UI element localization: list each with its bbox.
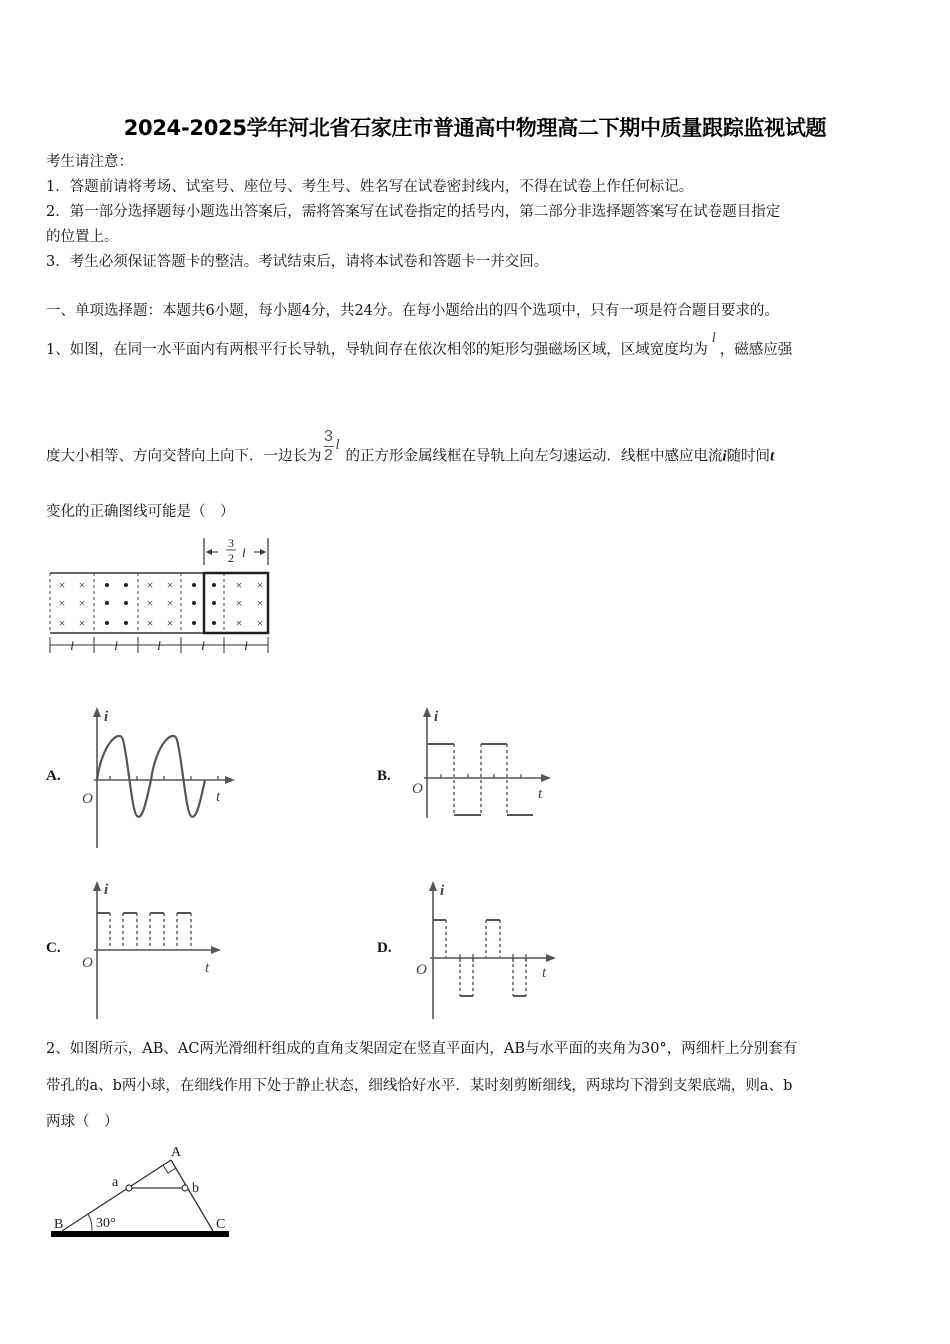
- label-B: B: [54, 1217, 64, 1232]
- origin-label: O: [82, 791, 93, 807]
- svg-text:×: ×: [58, 578, 66, 592]
- svg-text:×: ×: [78, 596, 86, 610]
- q1-text-1b: ，磁感应强: [719, 342, 793, 358]
- q2-line-1: 2、如图所示，AB、AC两光滑细杆组成的直角支架固定在竖直平面内，AB与水平面的夹角为30°，两细杆上分别套有: [46, 1041, 798, 1057]
- svg-text:×: ×: [58, 596, 66, 610]
- svg-text:×: ×: [146, 578, 154, 592]
- svg-text:×: ×: [78, 616, 86, 630]
- frac-den: 2: [324, 447, 333, 464]
- svg-text:×: ×: [256, 578, 264, 592]
- notice-item-2-cont: 的位置上。: [46, 229, 119, 245]
- svg-text:×: ×: [256, 596, 264, 610]
- svg-text:×: ×: [78, 578, 86, 592]
- q2-line-3: 两球（ ）: [46, 1114, 119, 1130]
- angle-label: 30°: [96, 1216, 116, 1231]
- notice-item-1: 1．答题前请将考场、试室号、座位号、考生号、姓名写在试卷密封线内，不得在试卷上作任何标记。: [46, 179, 694, 195]
- svg-text:×: ×: [146, 596, 154, 610]
- q1-var-i: i: [722, 448, 727, 465]
- page-title: 2024-2025学年河北省石家庄市普通高中物理高二下期中质量跟踪监视试题: [123, 116, 827, 140]
- label-A: A: [171, 1145, 182, 1160]
- origin-label: O: [412, 781, 423, 797]
- label-b: b: [192, 1181, 199, 1196]
- axis-i-label: i: [434, 709, 439, 725]
- dim-var: l: [242, 545, 246, 560]
- q1-text-2a: 度大小相等、方向交替向上向下．一边长为: [46, 448, 322, 465]
- dim-l-4: l: [201, 638, 205, 653]
- option-b-graph[interactable]: [410, 703, 560, 818]
- option-c-graph[interactable]: [80, 877, 230, 1019]
- frac-num: 3: [324, 428, 333, 445]
- svg-text:×: ×: [166, 616, 174, 630]
- option-d-label[interactable]: D.: [377, 940, 392, 956]
- q1-rail-figure: [46, 535, 276, 660]
- dim-l-2: l: [114, 638, 118, 653]
- origin-label: O: [416, 962, 427, 978]
- q1-var-t: t: [770, 448, 775, 465]
- q1-text-1a: 1、如图，在同一水平面内有两根平行长导轨，导轨间存在依次相邻的矩形匀强磁场区域，区域宽度均为: [46, 342, 708, 358]
- q2-bracket-figure: [46, 1140, 236, 1240]
- axis-t-label: t: [205, 960, 210, 976]
- svg-text:×: ×: [166, 596, 174, 610]
- q2-line-2: 带孔的a、b两小球，在细线作用下处于静止状态，细线恰好水平．某时刻剪断细线，两球均下滑到支架底端，则a、b: [46, 1078, 793, 1094]
- svg-text:×: ×: [58, 616, 66, 630]
- section-heading: 一、单项选择题：本题共6小题，每小题4分，共24分。在每小题给出的四个选项中，只有一项是符合题目要求的。: [46, 303, 779, 319]
- q1-frac-var: l: [335, 436, 340, 453]
- q1-line-2: [46, 428, 775, 475]
- svg-text:×: ×: [256, 616, 264, 630]
- option-b-label[interactable]: B.: [377, 768, 391, 784]
- notice-heading: 考生请注意：: [46, 154, 133, 170]
- axis-t-label: t: [538, 786, 543, 802]
- fraction-3-2: [324, 428, 334, 465]
- dim-l-1: l: [70, 638, 74, 653]
- svg-text:×: ×: [235, 578, 243, 592]
- ground: [51, 1231, 229, 1237]
- option-c-label[interactable]: C.: [46, 940, 61, 956]
- q1-text-2c: 随时间: [726, 448, 771, 465]
- q1-line-1: [46, 330, 793, 359]
- notice-item-3: 3．考生必须保证答题卡的整洁。考试结束后，请将本试卷和答题卡一并交回。: [46, 254, 549, 270]
- axis-i-label: i: [104, 882, 109, 898]
- q1-var-l: l: [711, 330, 716, 346]
- svg-text:×: ×: [235, 596, 243, 610]
- origin-label: O: [82, 955, 93, 971]
- option-d-graph[interactable]: [412, 877, 562, 1019]
- q1-line-3: 变化的正确图线可能是（ ）: [46, 504, 235, 520]
- svg-text:×: ×: [146, 616, 154, 630]
- ball-a: [126, 1185, 132, 1191]
- axis-t-label: t: [542, 965, 547, 981]
- q1-text-2b: 的正方形金属线框在导轨上向左匀速运动．线框中感应电流: [345, 448, 723, 465]
- svg-text:×: ×: [235, 616, 243, 630]
- svg-text:×: ×: [166, 578, 174, 592]
- option-a-label[interactable]: A.: [46, 768, 61, 784]
- option-a-graph[interactable]: [80, 703, 240, 848]
- dim-den: 2: [228, 551, 234, 565]
- label-a: a: [112, 1175, 119, 1190]
- notice-item-2: 2．第一部分选择题每小题选出答案后，需将答案写在试卷指定的括号内，第二部分非选择题答案写在试卷题目指定: [46, 204, 781, 220]
- axis-i-label: i: [440, 883, 445, 899]
- dim-l-3: l: [157, 638, 161, 653]
- axis-i-label: i: [104, 709, 109, 725]
- axis-t-label: t: [216, 789, 221, 805]
- dim-l-5: l: [244, 638, 248, 653]
- ball-b: [182, 1185, 188, 1191]
- label-C: C: [216, 1217, 226, 1232]
- dim-num: 3: [228, 536, 234, 550]
